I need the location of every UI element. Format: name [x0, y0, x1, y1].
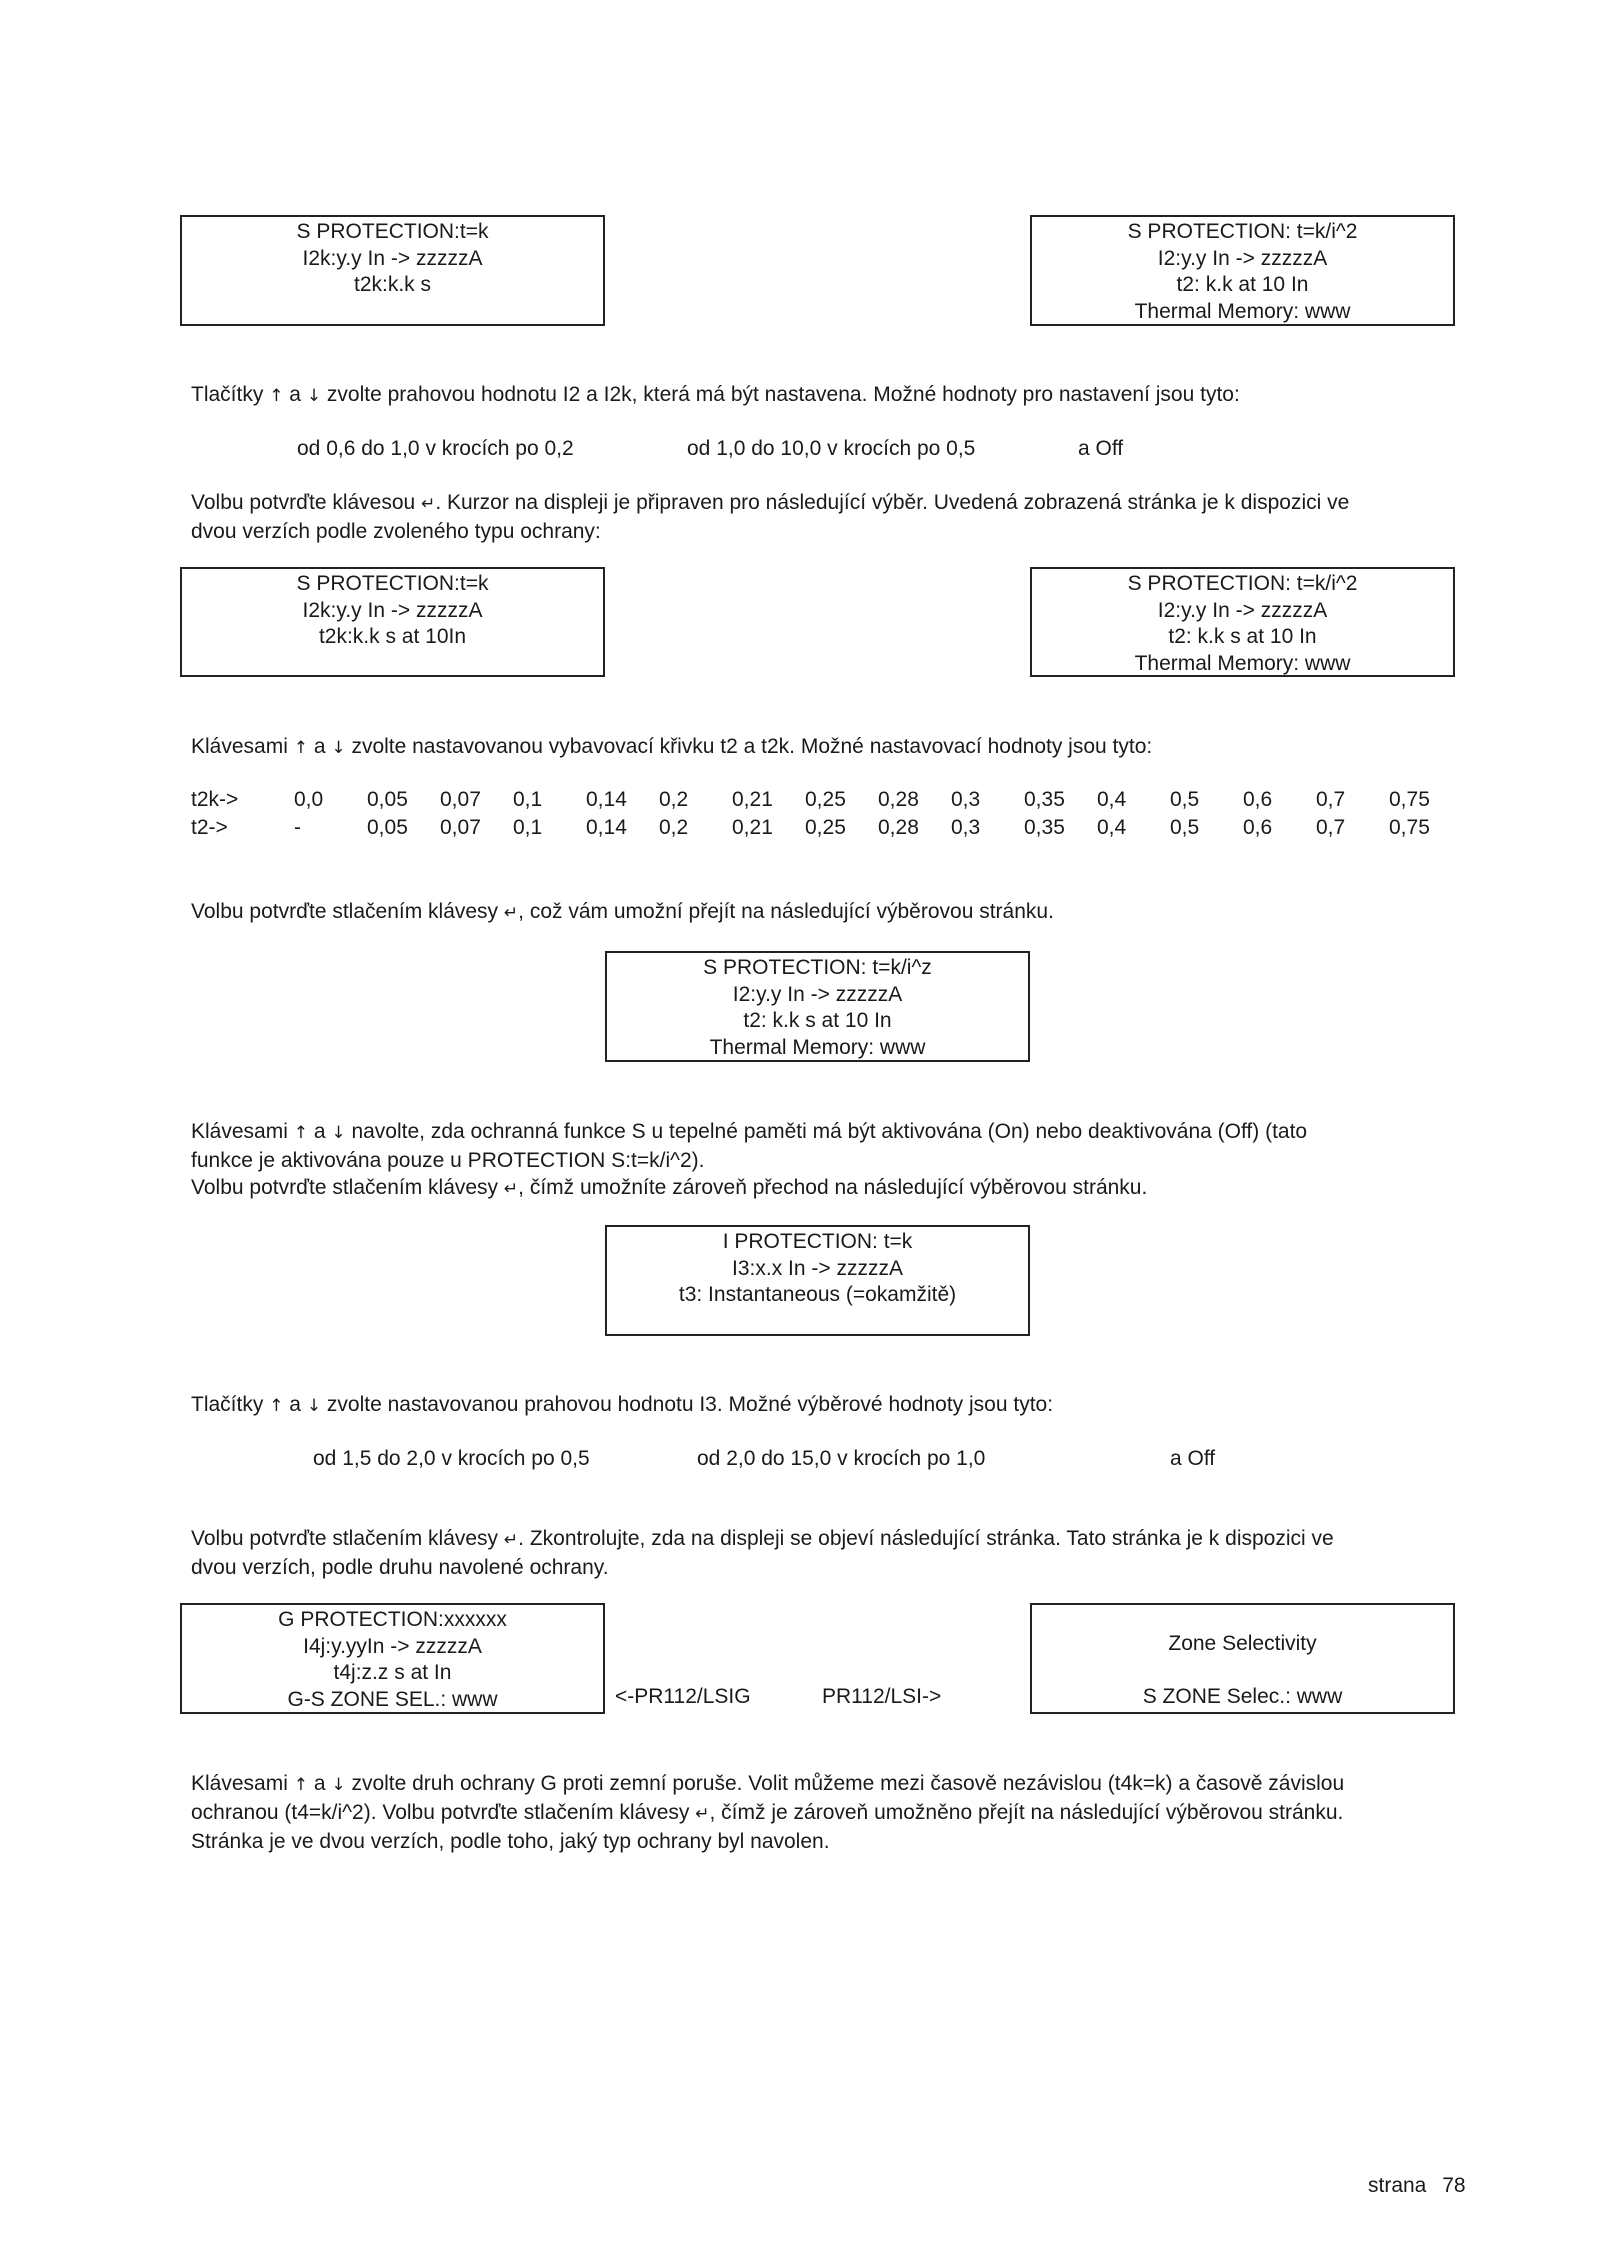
paragraph-confirm-cursor: Volbu potvrďte klávesou ↵. Kurzor na displeji je připraven pro následující výběr. Uvedená zobrazená stránka je k dispozici ve dvou verzích podle zvoleného typu ochrany: — [191, 491, 1350, 543]
display-line: S PROTECTION: t=k/i^z — [703, 956, 932, 979]
table-cell: 0,14 — [586, 788, 627, 811]
arrow-down-icon: ↓ — [331, 1775, 346, 1795]
footer-label: strana — [1368, 2174, 1427, 2197]
table-cell: 0,0 — [294, 788, 324, 811]
table-cell: 0,7 — [1316, 816, 1346, 839]
display-line: Zone Selectivity — [1168, 1632, 1317, 1655]
display-line: I2:y.y In -> zzzzzA — [1157, 598, 1328, 622]
table-cell: 0,6 — [1243, 788, 1273, 811]
table-cell: 0,28 — [878, 788, 919, 811]
display-box-s-protection-tkiz — [605, 951, 1030, 1062]
table-cell: 0,05 — [367, 788, 408, 811]
page-footer — [1368, 2172, 1466, 2199]
display-line: I3:x.x In -> zzzzzA — [732, 1256, 903, 1280]
arrow-up-icon: ↑ — [293, 1123, 308, 1143]
range-value: od 1,0 do 10,0 v krocích po 0,5 — [687, 437, 976, 460]
table-cell: 0,21 — [732, 816, 773, 839]
display-box-s-protection-tk-10in — [180, 567, 605, 677]
range-value: od 2,0 do 15,0 v krocích po 1,0 — [697, 1447, 986, 1470]
table-cell: 0,07 — [440, 816, 481, 839]
display-box-zone-selectivity — [1030, 1603, 1455, 1714]
enter-key-icon: ↵ — [503, 1530, 519, 1550]
table-cell: 0,21 — [732, 788, 773, 811]
table-cell: 0,3 — [951, 788, 981, 811]
page-number: 78 — [1442, 2174, 1466, 2197]
arrow-down-icon: ↓ — [331, 1123, 346, 1143]
display-box-s-protection-tk — [180, 215, 605, 326]
range-value: a Off — [1078, 437, 1124, 460]
enter-key-icon: ↵ — [503, 1179, 519, 1199]
table-cell: 0,14 — [586, 816, 627, 839]
display-line: t3: Instantaneous (=okamžitě) — [678, 1283, 957, 1306]
table-cell: 0,75 — [1389, 788, 1430, 811]
display-box-g-protection — [180, 1603, 605, 1714]
row-label: t2-> — [191, 816, 228, 839]
table-cell: 0,05 — [367, 816, 408, 839]
arrow-up-icon: ↑ — [293, 1775, 308, 1795]
display-box-s-protection-tki2-10in — [1030, 567, 1455, 677]
table-cell: 0,1 — [513, 788, 543, 811]
table-cell: 0,1 — [513, 816, 543, 839]
display-line: I2k:y.y In -> zzzzzA — [302, 598, 483, 622]
arrow-up-icon: ↑ — [269, 386, 284, 406]
table-cell: 0,4 — [1097, 788, 1127, 811]
display-line: t2k:k.k s — [353, 273, 432, 296]
table-cell: - — [294, 816, 301, 839]
row-label: t2k-> — [191, 788, 239, 811]
display-line: t2: k.k s at 10 In — [743, 1009, 892, 1032]
display-line: Thermal Memory: www — [1134, 651, 1351, 675]
table-cell: 0,7 — [1316, 788, 1346, 811]
display-line: I2:y.y In -> zzzzzA — [1157, 246, 1328, 270]
table-cell: 0,35 — [1024, 816, 1065, 839]
display-line: t2: k.k at 10 In — [1176, 273, 1309, 296]
range-value: a Off — [1170, 1447, 1216, 1470]
display-line: I2k:y.y In -> zzzzzA — [302, 246, 483, 270]
nav-label-left: <-PR112/LSIG — [615, 1685, 751, 1708]
display-line: S PROTECTION:t=k — [296, 572, 489, 595]
table-cell: 0,5 — [1170, 788, 1200, 811]
table-cell: 0,25 — [805, 788, 846, 811]
range-value: od 1,5 do 2,0 v krocích po 0,5 — [313, 1447, 590, 1470]
table-cell: 0,28 — [878, 816, 919, 839]
display-box-s-protection-tki2 — [1030, 215, 1455, 326]
display-line: Thermal Memory: www — [1134, 299, 1351, 323]
display-box-i-protection — [605, 1225, 1030, 1336]
display-line: G PROTECTION:xxxxxx — [278, 1608, 507, 1631]
display-line: t2k:k.k s at 10In — [318, 625, 467, 648]
display-line: t2: k.k s at 10 In — [1168, 625, 1317, 648]
display-line: Thermal Memory: www — [709, 1035, 926, 1059]
table-cell: 0,2 — [659, 788, 689, 811]
arrow-down-icon: ↓ — [306, 1396, 322, 1416]
paragraph-confirm-versions: Volbu potvrďte stlačením klávesy ↵. Zkontrolujte, zda na displeji se objeví následující stránka. Tato stránka je k dispozici ve dvou verzích, podle druhu navolené ochrany. — [191, 1527, 1334, 1579]
arrow-up-icon: ↑ — [293, 738, 308, 758]
range-value: od 0,6 do 1,0 v krocích po 0,2 — [297, 437, 574, 460]
display-line: S PROTECTION:t=k — [296, 220, 489, 243]
paragraph-thermal-memory: Klávesami ↑ a ↓ navolte, zda ochranná funkce S u tepelné paměti má být aktivována (On) nebo deaktivována (Off) (tato funkce je aktivována pouze u PROTECTION S:t=k/i^2). Volbu potvrďte stlačením klávesy ↵, čímž umožníte zároveň přechod na následující výběrovou stránku. — [191, 1120, 1308, 1199]
table-cell: 0,3 — [951, 816, 981, 839]
paragraph-threshold-i2: Tlačítky ↑ a ↓ zvolte prahovou hodnotu I2 a I2k, která má být nastavena. Možné hodnoty pro nastavení jsou tyto: — [191, 383, 1240, 406]
table-cell: 0,4 — [1097, 816, 1127, 839]
paragraph-ground-fault: Klávesami ↑ a ↓ zvolte druh ochrany G proti zemní poruše. Volit můžeme mezi časově nezávislou (t4k=k) a časově závislou ochranou (t4=k/i^2). Volbu potvrďte stlačením klávesy ↵, čímž je zároveň umožněno přejít na následující výběrovou stránku. Stránka je ve dvou verzích, podle toho, jaký typ ochrany byl navolen. — [191, 1772, 1345, 1853]
enter-key-icon: ↵ — [695, 1804, 710, 1824]
enter-key-icon: ↵ — [421, 494, 436, 514]
table-cell: 0,07 — [440, 788, 481, 811]
arrow-up-icon: ↑ — [269, 1396, 284, 1416]
paragraph-confirm-next-page: Volbu potvrďte stlačením klávesy ↵, což vám umožní přejít na následující výběrovou stránku. — [191, 900, 1054, 923]
table-cell: 0,25 — [805, 816, 846, 839]
nav-label-right: PR112/LSI-> — [822, 1685, 942, 1708]
table-cell: 0,2 — [659, 816, 689, 839]
display-line: S ZONE Selec.: www — [1142, 1684, 1343, 1708]
display-line: S PROTECTION: t=k/i^2 — [1127, 572, 1358, 595]
table-cell: 0,35 — [1024, 788, 1065, 811]
paragraph-threshold-i3: Tlačítky ↑ a ↓ zvolte nastavovanou prahovou hodnotu I3. Možné výběrové hodnoty jsou tyto: — [191, 1393, 1054, 1416]
display-line: t4j:z.z s at In — [333, 1661, 452, 1684]
table-cell: 0,5 — [1170, 816, 1200, 839]
table-cell: 0,6 — [1243, 816, 1273, 839]
display-line: S PROTECTION: t=k/i^2 — [1127, 220, 1358, 243]
display-line: G-S ZONE SEL.: www — [287, 1687, 498, 1711]
display-line: I2:y.y In -> zzzzzA — [732, 982, 903, 1006]
table-cell: 0,75 — [1389, 816, 1430, 839]
enter-key-icon: ↵ — [503, 903, 519, 923]
arrow-down-icon: ↓ — [331, 738, 346, 758]
display-line: I4j:y.yyIn -> zzzzzA — [303, 1634, 482, 1658]
arrow-down-icon: ↓ — [306, 386, 322, 406]
display-line: I PROTECTION: t=k — [722, 1230, 913, 1253]
paragraph-curve-t2: Klávesami ↑ a ↓ zvolte nastavovanou vybavovací křivku t2 a t2k. Možné nastavovací hodnoty jsou tyto: — [191, 735, 1153, 758]
